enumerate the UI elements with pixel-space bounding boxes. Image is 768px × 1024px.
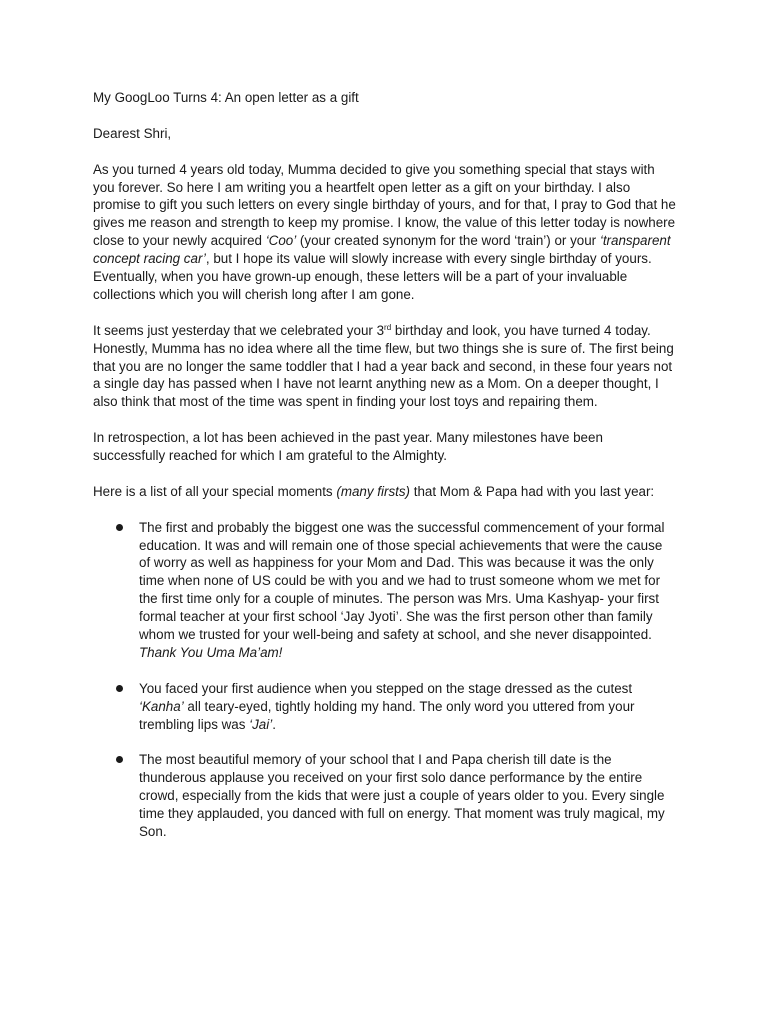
paragraph-list-intro xyxy=(93,483,676,501)
paragraph-time xyxy=(93,322,676,412)
list-item-text-a: You faced your first audience when you stepped on the stage dressed as the cutest xyxy=(139,680,633,696)
racing-car-term: ‘transparent concept racing car’ xyxy=(93,233,671,267)
paragraph-time-text-b: birthday and look, you have turned 4 today. Honestly, Mumma has no idea where all the time flew, but two things she is sure of. The first being that you are no longer the same toddler that I had a year back and second, in these four years not a single day has passed when I have not learnt anything new as a Mom. On a deeper thought, I also think that most of the time was spent in finding your lost toys and repairing them. xyxy=(93,322,674,410)
bullet-icon xyxy=(116,685,123,692)
salutation: Dearest Shri, xyxy=(93,125,172,141)
paragraph-intro xyxy=(93,161,676,304)
many-firsts-term: (many firsts) xyxy=(336,483,411,499)
thank-you-note: Thank You Uma Ma’am! xyxy=(139,645,283,660)
document-title: My GoogLoo Turns 4: An open letter as a gift xyxy=(93,90,359,105)
bullet-icon xyxy=(116,756,123,763)
list-item-text: The first and probably the biggest one was the successful commencement of your formal education. It was and will remain one of those special achievements that were the cause of worry as well as happiness for your Mom and Dad. This was because it was the only time when none of US could be with you and we had to trust someone whom we met for the first time only for a couple of minutes. The person was Mrs. Uma Kashyap- your first formal teacher at your first school ‘Jay Jyoti’. She was the first person other than family whom we trusted for your well-being and safety at school, and she never disappointed. xyxy=(139,519,665,643)
jai-term: ‘Jai’ xyxy=(249,716,273,732)
list-item xyxy=(139,519,676,662)
list-item-text-c: . xyxy=(272,716,276,732)
kanha-term: ‘Kanha’ xyxy=(139,698,184,714)
paragraph-intro-text-c: , but I hope its value will slowly increase with every single birthday of yours. Eventually, when you have grown-up enough, these letters will be a part of your invaluable collections which you will cherish long after I am gone. xyxy=(93,251,652,302)
paragraph-retrospection: In retrospection, a lot has been achieved in the past year. Many milestones have been successfully reached for which I am grateful to the Almighty. xyxy=(93,430,603,464)
paragraph-list-intro-text-a: Here is a list of all your special moments xyxy=(93,483,337,499)
list-item-text-b: all teary-eyed, tightly holding my hand. The only word you uttered from your trembling lips was xyxy=(139,698,635,732)
paragraph-intro-text-b: (your created synonym for the word ‘train’) or your xyxy=(296,233,600,249)
bullet-icon xyxy=(116,524,123,531)
paragraph-list-intro-text-b: that Mom & Papa had with you last year: xyxy=(410,483,655,499)
list-item xyxy=(139,751,676,841)
list-item-text: The most beautiful memory of your school that I and Papa cherish till date is the thunderous applause you received on your first solo dance performance by the entire crowd, especially from the kids that were just a couple of years older to you. Every single time they applauded, you danced with full on energy. That moment was truly magical, my Son. xyxy=(139,752,665,840)
paragraph-time-text-a: It seems just yesterday that we celebrated your 3 xyxy=(93,322,385,338)
moments-list xyxy=(93,519,676,841)
list-item xyxy=(139,680,676,734)
ordinal-superscript: rd xyxy=(384,322,392,332)
paragraph-intro-text-a: As you turned 4 years old today, Mumma decided to give you something special that stays with you forever. So here I am writing you a heartfelt open letter as a gift on your birthday. I also promise to gift you such letters on every single birthday of yours, and for that, I pray to God that he gives me reason and strength to keep my promise. I know, the value of this letter today is nowhere close to your newly acquired xyxy=(93,161,676,249)
coo-term: ‘Coo’ xyxy=(265,233,297,249)
